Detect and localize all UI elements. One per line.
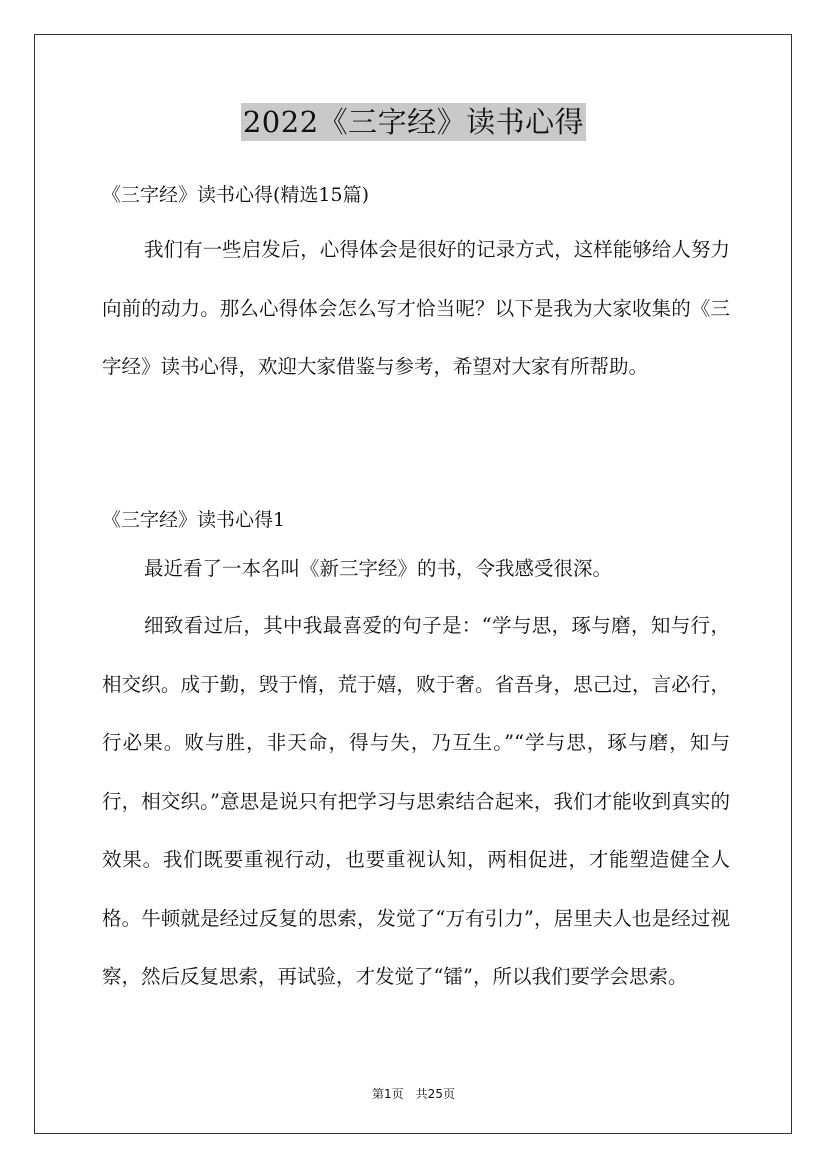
section-paragraph: 最近看了一本名叫《新三字经》的书，令我感受很深。: [144, 557, 613, 580]
section-heading: 《三字经》读书心得1: [102, 509, 286, 531]
document-subtitle: 《三字经》读书心得(精选15篇): [102, 184, 370, 206]
document-title: 2022《三字经》读书心得: [242, 105, 585, 139]
title-container: [0, 103, 827, 141]
page-indicator: 第1页 共25页: [372, 1087, 455, 1101]
intro-paragraph: 我们有一些启发后，心得体会是很好的记录方式，这样能够给人努力向前的动力。那么心得体会怎么写才恰当呢？以下是我为大家收集的《三字经》读书心得，欢迎大家借鉴与参考，希望对大家有所帮助。: [102, 238, 730, 378]
section-paragraph: 细致看过后，其中我最喜爱的句子是：“学与思，琢与磨，知与行，相交织。成于勤，毁于惰，荒于嬉，败于奢。省吾身，思己过，言必行，行必果。败与胜，非天命，得与失，乃互生。”“学与思，琢与磨，知与行，相交织。”意思是说只有把学习与思索结合起来，我们才能收到真实的效果。我们既要重视行动，也要重视认知，两相促进，才能塑造健全人格。牛顿就是经过反复的思索，发觉了“万有引力”，居里夫人也是经过视察，然后反复思索，再试验，才发觉了“镭”，所以我们要学会思索。: [102, 614, 730, 988]
